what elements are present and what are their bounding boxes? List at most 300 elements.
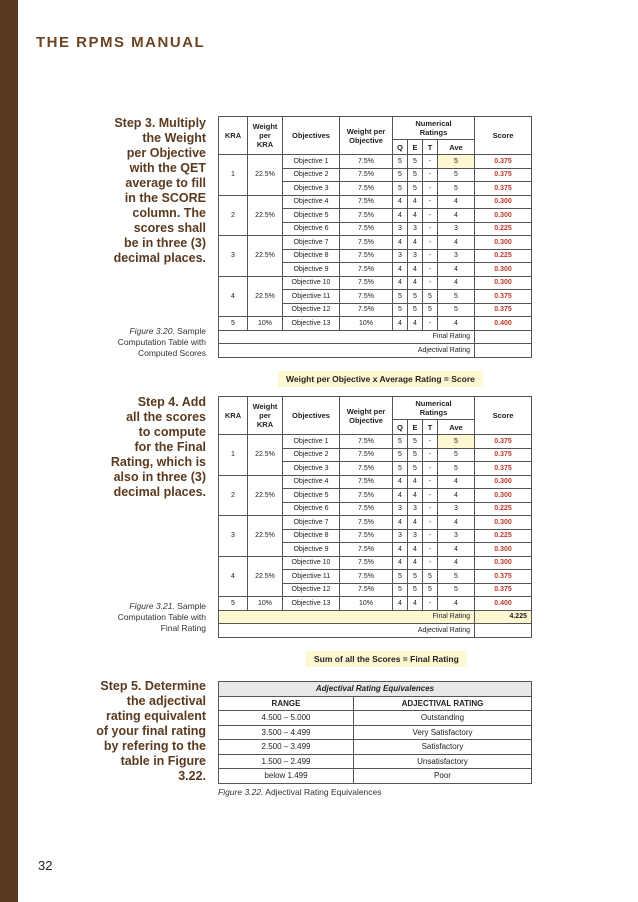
adjectival-table-title: Adjectival Rating Equivalences <box>219 682 532 697</box>
average-cell: 5 <box>438 435 475 449</box>
t-cell: - <box>423 543 438 557</box>
score-cell: 0.225 <box>475 529 532 543</box>
e-cell: 5 <box>408 182 423 196</box>
score-cell: 0.300 <box>475 263 532 277</box>
q-cell: 4 <box>393 516 408 530</box>
weight-per-objective-header <box>340 397 393 435</box>
t-cell: 5 <box>423 290 438 304</box>
average-cell: 3 <box>438 502 475 516</box>
range-cell: 4.500 – 5.000 <box>219 711 354 726</box>
objective-weight-cell: 7.5% <box>340 222 393 236</box>
step3-instructions <box>40 116 206 266</box>
objective-cell: Objective 9 <box>283 263 340 277</box>
q-cell: 4 <box>393 209 408 223</box>
objective-weight-cell: 7.5% <box>340 209 393 223</box>
adjectival-rating-header: ADJECTIVAL RATING <box>354 696 532 711</box>
objective-weight-cell: 7.5% <box>340 290 393 304</box>
score-cell: 0.225 <box>475 502 532 516</box>
score-cell: 0.375 <box>475 570 532 584</box>
objective-cell: Objective 3 <box>283 182 340 196</box>
t-cell: - <box>423 556 438 570</box>
e-cell: 4 <box>408 195 423 209</box>
average-cell: 3 <box>438 222 475 236</box>
instruction-line: Rating, which is <box>110 455 206 469</box>
q-cell: 5 <box>393 155 408 169</box>
e-cell: 4 <box>408 317 423 331</box>
score-cell: 0.300 <box>475 209 532 223</box>
e-cell: 5 <box>408 462 423 476</box>
range-cell: 3.500 – 4.499 <box>219 725 354 740</box>
objective-weight-cell: 7.5% <box>340 249 393 263</box>
rating-cell: Poor <box>354 769 532 784</box>
objective-cell: Objective 5 <box>283 489 340 503</box>
score-cell: 0.225 <box>475 249 532 263</box>
e-cell: 5 <box>408 570 423 584</box>
q-cell: 3 <box>393 249 408 263</box>
instruction-line: the Weight <box>142 131 206 145</box>
q-cell: 5 <box>393 303 408 317</box>
average-cell: 4 <box>438 516 475 530</box>
score-cell: 0.375 <box>475 182 532 196</box>
header-line: Weight per <box>346 406 386 416</box>
ave-header: Ave <box>438 420 475 435</box>
t-cell: - <box>423 222 438 236</box>
header-line: Weight <box>252 122 278 131</box>
e-header: E <box>408 420 423 435</box>
average-cell: 4 <box>438 489 475 503</box>
instruction-line: Step 4. Add <box>137 395 206 409</box>
score-cell: 0.300 <box>475 516 532 530</box>
objective-cell: Objective 11 <box>283 290 340 304</box>
adjectival-rating-value <box>475 624 532 638</box>
objectives-header: Objectives <box>283 397 340 435</box>
step5-instructions <box>40 679 206 784</box>
t-cell: - <box>423 249 438 263</box>
kra-header: KRA <box>219 117 248 155</box>
step4-instructions <box>40 395 206 500</box>
q-cell: 5 <box>393 583 408 597</box>
table-row <box>219 317 532 331</box>
figure-3-21-caption <box>60 601 206 634</box>
score-cell: 0.375 <box>475 303 532 317</box>
table-row <box>219 725 532 740</box>
score-cell: 0.225 <box>475 222 532 236</box>
objectives-header: Objectives <box>283 117 340 155</box>
instruction-line: also in three (3) <box>113 470 206 484</box>
t-cell: - <box>423 462 438 476</box>
figure-text-line: Computed Scores <box>137 348 206 358</box>
instruction-line: scores shall <box>133 221 206 235</box>
e-cell: 3 <box>408 249 423 263</box>
kra-cell: 4 <box>219 556 248 597</box>
t-cell: - <box>423 435 438 449</box>
objective-cell: Objective 3 <box>283 462 340 476</box>
figure-text: Sample <box>177 601 206 611</box>
t-cell: - <box>423 597 438 611</box>
objective-weight-cell: 7.5% <box>340 195 393 209</box>
objective-cell: Objective 1 <box>283 435 340 449</box>
e-cell: 5 <box>408 290 423 304</box>
score-cell: 0.375 <box>475 435 532 449</box>
kra-weight-cell: 22.5% <box>248 236 283 277</box>
adjectival-rating-label: Adjectival Rating <box>219 624 475 638</box>
e-cell: 4 <box>408 543 423 557</box>
q-header: Q <box>393 140 408 155</box>
adjectival-rating-row <box>219 624 532 638</box>
header-line: per <box>259 131 271 140</box>
final-rating-row <box>219 330 532 344</box>
q-cell: 5 <box>393 462 408 476</box>
numerical-ratings-header <box>393 117 475 140</box>
objective-weight-cell: 7.5% <box>340 182 393 196</box>
score-header: Score <box>475 117 532 155</box>
table-row <box>219 754 532 769</box>
objective-cell: Objective 4 <box>283 195 340 209</box>
average-cell: 5 <box>438 462 475 476</box>
t-cell: - <box>423 168 438 182</box>
average-cell: 4 <box>438 209 475 223</box>
q-cell: 5 <box>393 570 408 584</box>
t-cell: 5 <box>423 570 438 584</box>
average-cell: 4 <box>438 276 475 290</box>
objective-cell: Objective 9 <box>283 543 340 557</box>
score-cell: 0.375 <box>475 290 532 304</box>
table-row <box>219 740 532 755</box>
figure-label: Figure 3.22. <box>218 787 264 797</box>
table-row <box>219 556 532 570</box>
objective-cell: Objective 7 <box>283 516 340 530</box>
objective-cell: Objective 12 <box>283 303 340 317</box>
e-cell: 4 <box>408 556 423 570</box>
e-cell: 4 <box>408 263 423 277</box>
score-cell: 0.400 <box>475 317 532 331</box>
instruction-line: rating equivalent <box>105 709 206 723</box>
objective-weight-cell: 7.5% <box>340 502 393 516</box>
header-line: Ratings <box>419 408 448 417</box>
score-cell: 0.375 <box>475 448 532 462</box>
objective-weight-cell: 7.5% <box>340 556 393 570</box>
q-cell: 4 <box>393 317 408 331</box>
average-cell: 5 <box>438 303 475 317</box>
table-row <box>219 195 532 209</box>
rating-cell: Very Satisfactory <box>354 725 532 740</box>
t-cell: - <box>423 489 438 503</box>
average-cell: 4 <box>438 263 475 277</box>
objective-weight-cell: 7.5% <box>340 570 393 584</box>
header-line: Numerical <box>415 399 452 408</box>
kra-cell: 5 <box>219 317 248 331</box>
t-cell: - <box>423 276 438 290</box>
header-line: Objective <box>349 415 383 425</box>
t-header: T <box>423 140 438 155</box>
q-cell: 4 <box>393 195 408 209</box>
objective-weight-cell: 7.5% <box>340 448 393 462</box>
q-header: Q <box>393 420 408 435</box>
figure-text-line: Computation Table with <box>117 612 206 622</box>
q-cell: 4 <box>393 556 408 570</box>
q-cell: 4 <box>393 543 408 557</box>
table-row <box>219 236 532 250</box>
q-cell: 5 <box>393 290 408 304</box>
q-cell: 5 <box>393 182 408 196</box>
kra-cell: 2 <box>219 475 248 516</box>
objective-cell: Objective 6 <box>283 222 340 236</box>
objective-cell: Objective 2 <box>283 448 340 462</box>
table-row <box>219 769 532 784</box>
page-header-title: THE RPMS MANUAL <box>36 34 206 51</box>
average-cell: 5 <box>438 168 475 182</box>
average-cell: 4 <box>438 475 475 489</box>
figure-text: Adjectival Rating Equivalences <box>265 787 382 797</box>
e-cell: 4 <box>408 475 423 489</box>
average-cell: 5 <box>438 570 475 584</box>
objective-cell: Objective 1 <box>283 155 340 169</box>
kra-weight-cell: 22.5% <box>248 516 283 557</box>
objective-weight-cell: 7.5% <box>340 168 393 182</box>
instruction-line: to compute <box>138 425 206 439</box>
objective-cell: Objective 6 <box>283 502 340 516</box>
ave-header: Ave <box>438 140 475 155</box>
score-cell: 0.375 <box>475 155 532 169</box>
instruction-line: column. The <box>132 206 206 220</box>
t-cell: - <box>423 263 438 277</box>
objective-cell: Objective 2 <box>283 168 340 182</box>
instruction-line: decimal places. <box>113 251 206 265</box>
q-cell: 3 <box>393 529 408 543</box>
e-cell: 5 <box>408 155 423 169</box>
t-cell: - <box>423 182 438 196</box>
score-header: Score <box>475 397 532 435</box>
q-cell: 5 <box>393 435 408 449</box>
t-cell: - <box>423 448 438 462</box>
computation-table-scores <box>218 116 532 358</box>
table-row <box>219 597 532 611</box>
header-line: Numerical <box>415 119 452 128</box>
objective-weight-cell: 7.5% <box>340 529 393 543</box>
score-cell: 0.300 <box>475 195 532 209</box>
kra-weight-cell: 22.5% <box>248 155 283 196</box>
objective-weight-cell: 7.5% <box>340 543 393 557</box>
objective-cell: Objective 12 <box>283 583 340 597</box>
weight-per-objective-header <box>340 117 393 155</box>
objective-weight-cell: 7.5% <box>340 435 393 449</box>
q-cell: 4 <box>393 475 408 489</box>
weight-per-kra-header <box>248 397 283 435</box>
q-cell: 4 <box>393 236 408 250</box>
objective-weight-cell: 7.5% <box>340 276 393 290</box>
objective-weight-cell: 10% <box>340 317 393 331</box>
table-row <box>219 435 532 449</box>
final-rating-label: Final Rating <box>219 610 475 624</box>
table-row <box>219 155 532 169</box>
objective-cell: Objective 10 <box>283 276 340 290</box>
e-cell: 3 <box>408 529 423 543</box>
objective-cell: Objective 13 <box>283 317 340 331</box>
score-cell: 0.400 <box>475 597 532 611</box>
rating-cell: Outstanding <box>354 711 532 726</box>
range-cell: below 1.499 <box>219 769 354 784</box>
rating-cell: Unsatisfactory <box>354 754 532 769</box>
figure-text: Sample <box>177 326 206 336</box>
objective-cell: Objective 10 <box>283 556 340 570</box>
objective-weight-cell: 7.5% <box>340 236 393 250</box>
instruction-line: for the Final <box>134 440 206 454</box>
e-cell: 4 <box>408 209 423 223</box>
figure-label: Figure 3.21. <box>129 601 175 611</box>
final-rating-value: 4.225 <box>475 610 532 624</box>
kra-header: KRA <box>219 397 248 435</box>
objective-weight-cell: 7.5% <box>340 462 393 476</box>
t-cell: - <box>423 209 438 223</box>
score-cell: 0.300 <box>475 489 532 503</box>
t-cell: - <box>423 236 438 250</box>
objective-cell: Objective 4 <box>283 475 340 489</box>
kra-weight-cell: 22.5% <box>248 435 283 476</box>
figure-3-22-caption <box>218 787 382 797</box>
final-rating-row <box>219 610 532 624</box>
kra-cell: 4 <box>219 276 248 317</box>
kra-weight-cell: 22.5% <box>248 195 283 236</box>
q-cell: 4 <box>393 276 408 290</box>
figure-3-20-caption <box>60 326 206 359</box>
formula-final-rating: Sum of all the Scores = Final Rating <box>306 651 467 667</box>
q-cell: 4 <box>393 489 408 503</box>
q-cell: 5 <box>393 168 408 182</box>
objective-weight-cell: 7.5% <box>340 583 393 597</box>
kra-cell: 3 <box>219 236 248 277</box>
kra-weight-cell: 10% <box>248 597 283 611</box>
average-cell: 4 <box>438 597 475 611</box>
objective-weight-cell: 7.5% <box>340 489 393 503</box>
average-cell: 4 <box>438 195 475 209</box>
instruction-line: per Objective <box>126 146 206 160</box>
q-cell: 3 <box>393 222 408 236</box>
final-rating-label: Final Rating <box>219 330 475 344</box>
rating-cell: Satisfactory <box>354 740 532 755</box>
range-cell: 2.500 – 3.499 <box>219 740 354 755</box>
objective-cell: Objective 8 <box>283 249 340 263</box>
t-cell: 5 <box>423 303 438 317</box>
score-cell: 0.300 <box>475 236 532 250</box>
e-cell: 4 <box>408 236 423 250</box>
score-cell: 0.300 <box>475 276 532 290</box>
figure-text-line: Final Rating <box>160 623 206 633</box>
e-cell: 4 <box>408 516 423 530</box>
header-line: per <box>259 411 271 420</box>
e-cell: 3 <box>408 222 423 236</box>
instruction-line: average to fill <box>125 176 206 190</box>
e-cell: 5 <box>408 448 423 462</box>
kra-cell: 3 <box>219 516 248 557</box>
average-cell: 5 <box>438 182 475 196</box>
objective-weight-cell: 7.5% <box>340 263 393 277</box>
instruction-line: be in three (3) <box>124 236 206 250</box>
final-rating-value <box>475 330 532 344</box>
objective-weight-cell: 10% <box>340 597 393 611</box>
table-row <box>219 516 532 530</box>
instruction-line: the adjectival <box>126 694 206 708</box>
t-cell: - <box>423 317 438 331</box>
instruction-line: 3.22. <box>178 769 206 783</box>
instruction-line: decimal places. <box>113 485 206 499</box>
table-row <box>219 276 532 290</box>
average-cell: 4 <box>438 236 475 250</box>
instruction-line: with the QET <box>129 161 206 175</box>
instruction-line: Step 3. Multiply <box>114 116 206 130</box>
e-cell: 4 <box>408 276 423 290</box>
weight-per-kra-header <box>248 117 283 155</box>
formula-score: Weight per Objective x Average Rating = Score <box>278 371 483 387</box>
numerical-ratings-header <box>393 397 475 420</box>
average-cell: 4 <box>438 543 475 557</box>
header-line: Objective <box>349 135 383 145</box>
average-cell: 4 <box>438 556 475 570</box>
adjectival-rating-row <box>219 344 532 358</box>
score-cell: 0.300 <box>475 543 532 557</box>
t-cell: - <box>423 516 438 530</box>
kra-weight-cell: 22.5% <box>248 276 283 317</box>
objective-cell: Objective 5 <box>283 209 340 223</box>
e-cell: 4 <box>408 597 423 611</box>
score-cell: 0.375 <box>475 583 532 597</box>
e-cell: 3 <box>408 502 423 516</box>
e-cell: 5 <box>408 435 423 449</box>
computation-table-final-rating <box>218 396 532 638</box>
score-cell: 0.375 <box>475 168 532 182</box>
average-cell: 3 <box>438 249 475 263</box>
objective-weight-cell: 7.5% <box>340 516 393 530</box>
q-cell: 5 <box>393 448 408 462</box>
t-cell: - <box>423 195 438 209</box>
average-cell: 5 <box>438 583 475 597</box>
score-cell: 0.300 <box>475 556 532 570</box>
q-cell: 4 <box>393 263 408 277</box>
e-cell: 5 <box>408 303 423 317</box>
kra-cell: 1 <box>219 435 248 476</box>
kra-cell: 2 <box>219 195 248 236</box>
t-cell: - <box>423 155 438 169</box>
e-cell: 5 <box>408 583 423 597</box>
objective-cell: Objective 7 <box>283 236 340 250</box>
header-line: Weight per <box>346 126 386 136</box>
table-row <box>219 475 532 489</box>
q-cell: 3 <box>393 502 408 516</box>
average-cell: 4 <box>438 317 475 331</box>
kra-weight-cell: 10% <box>248 317 283 331</box>
header-line: KRA <box>256 140 274 149</box>
adjectival-rating-value <box>475 344 532 358</box>
t-cell: - <box>423 475 438 489</box>
t-cell: - <box>423 502 438 516</box>
kra-weight-cell: 22.5% <box>248 475 283 516</box>
objective-weight-cell: 7.5% <box>340 303 393 317</box>
e-cell: 5 <box>408 168 423 182</box>
figure-text-line: Computation Table with <box>117 337 206 347</box>
instruction-line: all the scores <box>126 410 206 424</box>
adjectival-rating-table <box>218 681 532 784</box>
e-header: E <box>408 140 423 155</box>
header-line: Ratings <box>419 128 448 137</box>
kra-weight-cell: 22.5% <box>248 556 283 597</box>
adjectival-rating-label: Adjectival Rating <box>219 344 475 358</box>
header-line: Weight <box>252 402 278 411</box>
average-cell: 5 <box>438 290 475 304</box>
objective-weight-cell: 7.5% <box>340 475 393 489</box>
average-cell: 3 <box>438 529 475 543</box>
figure-label: Figure 3.20. <box>129 326 175 336</box>
objective-cell: Objective 8 <box>283 529 340 543</box>
e-cell: 4 <box>408 489 423 503</box>
